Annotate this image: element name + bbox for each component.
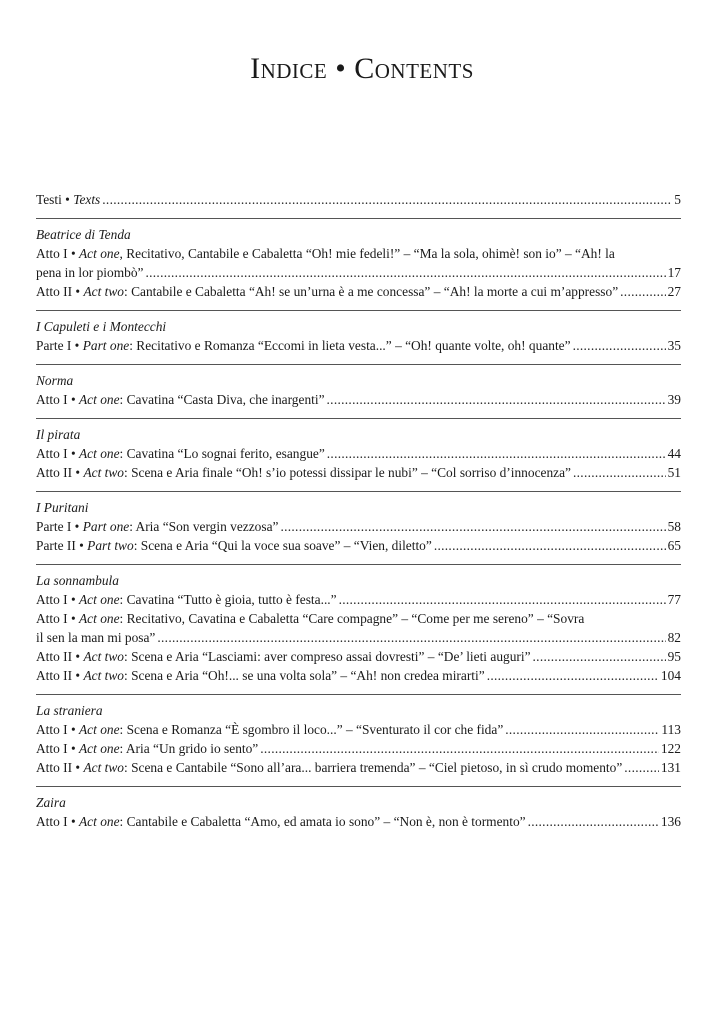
leader-dots [487, 666, 659, 685]
toc-entry[interactable] [36, 758, 681, 777]
leader-dots [102, 190, 672, 209]
entry-line-1 [36, 244, 681, 263]
section-title: I Puritani [36, 500, 89, 515]
entry-label: Atto I • [36, 446, 79, 461]
toc-entry[interactable] [36, 720, 681, 739]
toc-entry[interactable] [36, 282, 681, 301]
entry-label-italic: Act two [83, 649, 125, 664]
toc-entry[interactable] [36, 812, 681, 831]
page-number: 51 [667, 465, 681, 480]
entry-text [36, 444, 325, 463]
toc-entry[interactable] [36, 463, 681, 482]
entry-text [36, 390, 325, 409]
leader-dots [505, 720, 659, 739]
page-number: 17 [667, 265, 681, 280]
entry-label-italic: Act one [79, 741, 120, 756]
toc-section [36, 786, 681, 831]
entry-desc: : Cavatina “Lo sognai ferito, esangue” [119, 446, 325, 461]
entry-desc: : Cavatina “Tutto è gioia, tutto è festa...” [119, 592, 337, 607]
entry-label-italic: Part two [87, 538, 134, 553]
entry-label-italic: Part one [82, 519, 130, 534]
toc-entry[interactable] [36, 666, 681, 685]
leader-dots [573, 336, 666, 355]
page-number: 5 [674, 192, 681, 207]
entry-text [36, 739, 258, 758]
section-title: Norma [36, 373, 74, 388]
section-divider [36, 786, 681, 787]
entry-label-italic: Act one [79, 722, 120, 737]
toc-section [36, 310, 681, 355]
page-number: 39 [667, 392, 681, 407]
entry-text-cont: pena in lor piombò” [36, 265, 144, 280]
entry-text [36, 666, 485, 685]
section-divider [36, 364, 681, 365]
entry-label: Atto I • [36, 592, 79, 607]
section-title: Zaira [36, 795, 66, 810]
leader-dots [145, 263, 665, 282]
entry-label: Atto II • [36, 668, 84, 683]
entry-label: Atto I • [36, 611, 79, 626]
entry-label: Atto II • [36, 284, 84, 299]
entry-desc: : Scena e Cantabile “Sono all’ara... barriera tremenda” – “Ciel pietoso, in sì crudo momento” [124, 760, 623, 775]
entry-label: Atto I • [36, 392, 79, 407]
toc-entry[interactable] [36, 609, 681, 647]
entry-label: Atto I • [36, 814, 79, 829]
leader-dots [280, 517, 665, 536]
entry-label-italic: Act one [79, 392, 120, 407]
entry-desc: : Scena e Aria “Lasciami: aver compreso assai dovresti” – “De’ lieti auguri” [124, 649, 531, 664]
leader-dots [533, 647, 666, 666]
section-title: I Capuleti e i Montecchi [36, 319, 167, 334]
entry-label: Atto II • [36, 649, 84, 664]
page-number: 35 [667, 338, 681, 353]
entry-label-italic: Texts [73, 192, 101, 207]
entry-label-italic: Act one [79, 592, 120, 607]
entry-label-italic: Act two [83, 284, 125, 299]
toc-entry[interactable] [36, 517, 681, 536]
entry-label-italic: Act two [83, 465, 125, 480]
leader-dots [620, 282, 665, 301]
page-number: 44 [667, 446, 681, 461]
page-number: 77 [667, 592, 681, 607]
entry-desc: : Scena e Aria finale “Oh! s’io potessi dissipar le nubi” – “Col sorriso d’innocenza” [124, 465, 571, 480]
toc-section [36, 491, 681, 555]
entry-label-italic: Act one [79, 446, 120, 461]
entry-label: Atto I • [36, 246, 79, 261]
entry-desc: : Aria “Un grido io sento” [119, 741, 259, 756]
entry-text [36, 282, 618, 301]
entry-label: Parte II • [36, 538, 88, 553]
section-divider [36, 564, 681, 565]
entry-label-italic: Act two [83, 668, 125, 683]
entry-desc: : Recitativo e Romanza “Eccomi in lieta vesta...” – “Oh! quante volte, oh! quante” [129, 338, 571, 353]
entry-desc: : Scena e Aria “Qui la voce sua soave” – “Vien, diletto” [133, 538, 432, 553]
leader-dots [339, 590, 666, 609]
toc-entry[interactable] [36, 647, 681, 666]
entry-text: , Recitativo, Cantabile e Cabaletta “Oh! mie fedeli!” – “Ma la sola, ohimè! son io” – “Ah! la [119, 246, 615, 261]
toc-entry[interactable] [36, 536, 681, 555]
section-divider [36, 218, 681, 219]
page-number: 65 [667, 538, 681, 553]
toc-section [36, 418, 681, 482]
toc-entry[interactable] [36, 244, 681, 282]
table-of-contents [36, 190, 681, 831]
page-number: 82 [667, 630, 681, 645]
leader-dots [528, 812, 659, 831]
toc-section [36, 564, 681, 685]
section-divider [36, 310, 681, 311]
entry-desc: : Scena e Romanza “È sgombro il loco...” – “Sventurato il cor che fida” [119, 722, 504, 737]
section-divider [36, 418, 681, 419]
entry-label: Testi • [36, 192, 74, 207]
leader-dots [434, 536, 666, 555]
entry-label-italic: Act one [79, 814, 120, 829]
toc-entry[interactable] [36, 590, 681, 609]
entry-line-2 [36, 263, 681, 282]
entry-desc: : Cantabile e Cabaletta “Amo, ed amata io sono” – “Non è, non è tormento” [119, 814, 526, 829]
entry-text [36, 647, 531, 666]
entry-label: Atto I • [36, 722, 79, 737]
entry-desc: : Cavatina “Casta Diva, che inargenti” [119, 392, 325, 407]
entry-desc: : Cantabile e Cabaletta “Ah! se un’urna è a me concessa” – “Ah! la morte a cui m’appresso” [124, 284, 619, 299]
toc-entry[interactable] [36, 739, 681, 758]
entry-label-italic: Part one [82, 338, 130, 353]
page-number: 95 [667, 649, 681, 664]
entry-text [36, 758, 622, 777]
entry-text [36, 190, 100, 209]
section-title: Beatrice di Tenda [36, 227, 131, 242]
toc-section [36, 694, 681, 777]
entry-text-cont: il sen la man mi posa” [36, 630, 156, 645]
entry-label-italic: Act one [79, 246, 120, 261]
section-divider [36, 491, 681, 492]
section-title: La sonnambula [36, 573, 119, 588]
leader-dots [573, 463, 666, 482]
leader-dots [260, 739, 659, 758]
page-number: 27 [667, 284, 681, 299]
page-title: Indice • Contents [250, 52, 474, 85]
leader-dots [157, 628, 665, 647]
toc-section [36, 364, 681, 409]
entry-text [36, 336, 571, 355]
page-number: 58 [667, 519, 681, 534]
page-number: 136 [660, 814, 681, 829]
leader-dots [327, 444, 666, 463]
section-title: La straniera [36, 703, 103, 718]
page-number: 122 [660, 741, 681, 756]
entry-text [36, 590, 337, 609]
leader-dots [624, 758, 659, 777]
entry-label: Atto II • [36, 465, 84, 480]
entry-text [36, 517, 278, 536]
entry-label-italic: Act two [83, 760, 125, 775]
entry-label: Parte I • [36, 338, 83, 353]
toc-entry[interactable] [36, 444, 681, 463]
entry-label: Atto I • [36, 741, 79, 756]
entry-text [36, 536, 432, 555]
entry-label: Atto II • [36, 760, 84, 775]
entry-line-2 [36, 628, 681, 647]
page-number: 104 [660, 668, 681, 683]
entry-desc: : Aria “Son vergin vezzosa” [129, 519, 279, 534]
entry-desc: : Scena e Aria “Oh!... se una volta sola” – “Ah! non credea mirarti” [124, 668, 485, 683]
toc-section [36, 218, 681, 301]
toc-entry[interactable] [36, 336, 681, 355]
page-number: 131 [660, 760, 681, 775]
entry-text [36, 720, 503, 739]
entry-label: Parte I • [36, 519, 83, 534]
section-title: Il pirata [36, 427, 81, 442]
section-divider [36, 694, 681, 695]
entry-text [36, 812, 526, 831]
entry-text [36, 463, 571, 482]
leader-dots [327, 390, 666, 409]
toc-entry[interactable] [36, 390, 681, 409]
entry-label-italic: Act one [79, 611, 120, 626]
entry-text: : Recitativo, Cavatina e Cabaletta “Care compagne” – “Come per me sereno” – “Sovra [119, 611, 585, 626]
page-number: 113 [661, 722, 681, 737]
entry-line-1 [36, 609, 681, 628]
toc-entry-texts[interactable] [36, 190, 681, 209]
